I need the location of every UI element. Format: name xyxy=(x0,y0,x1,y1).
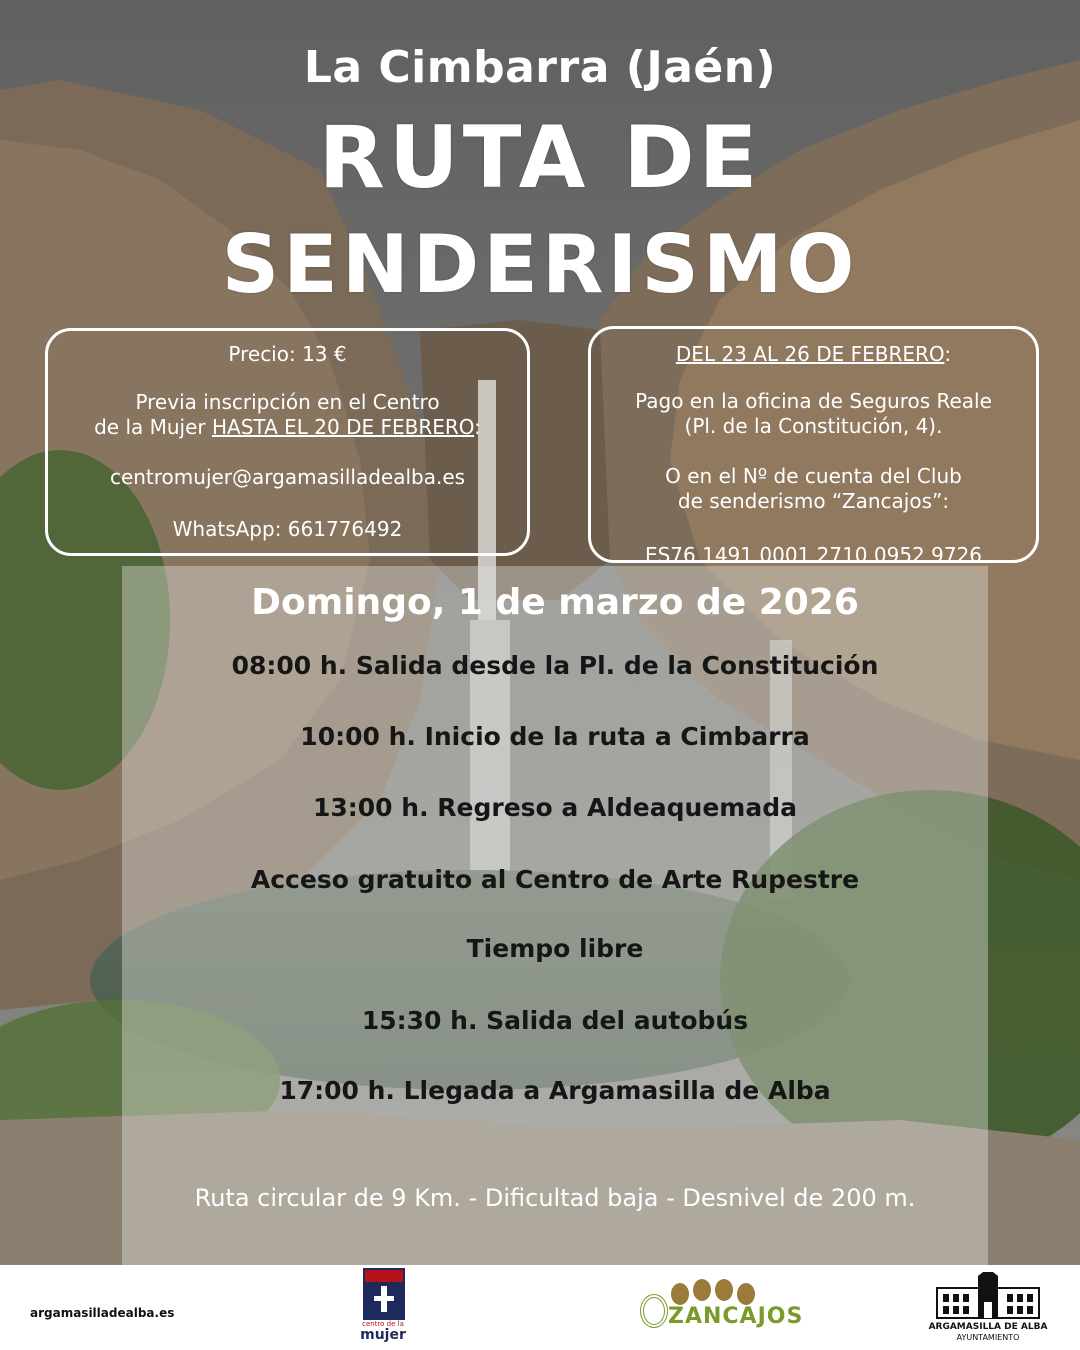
price-text: Precio: 13 € xyxy=(228,342,347,366)
ayuntamiento-label-1: ARGAMASILLA DE ALBA xyxy=(928,1322,1048,1332)
payment-dates-text: DEL 23 AL 26 DE FEBRERO xyxy=(675,342,945,366)
main-title-line1: RUTA DE xyxy=(318,108,762,208)
footprints-icon xyxy=(666,1274,766,1308)
payment-office-line2: (Pl. de la Constitución, 4). xyxy=(684,414,943,438)
location-title: La Cimbarra (Jaén) xyxy=(303,42,777,93)
payment-dates xyxy=(591,342,1036,367)
website-link[interactable]: argamasilladealba.es xyxy=(30,1306,175,1320)
schedule-item: 15:30 h. Salida del autobús xyxy=(361,1006,749,1035)
zancajos-label: ZANCAJOS xyxy=(668,1304,804,1329)
schedule-item: Acceso gratuito al Centro de Arte Rupestre xyxy=(250,865,860,894)
event-date: Domingo, 1 de marzo de 2026 xyxy=(251,582,859,623)
ayuntamiento-label-2: AYUNTAMIENTO xyxy=(956,1333,1020,1342)
schedule-item: 13:00 h. Regreso a Aldeaquemada xyxy=(313,793,797,822)
centro-mujer-small-label: centro de la xyxy=(362,1320,404,1328)
iban-number: ES76 1491 0001 2710 0952 9726 xyxy=(644,543,983,567)
registration-deadline-colon: : xyxy=(474,415,481,439)
payment-office-line1: Pago en la oficina de Seguros Reale xyxy=(635,389,992,413)
main-title-line2: SENDERISMO xyxy=(221,218,859,311)
centro-mujer-logo xyxy=(360,1268,406,1344)
account-line2: de senderismo “Zancajos”: xyxy=(677,489,950,513)
fingerprint-icon xyxy=(640,1294,668,1328)
town-hall-icon xyxy=(933,1272,1043,1320)
route-details: Ruta circular de 9 Km. - Dificultad baja - Desnivel de 200 m. xyxy=(194,1184,916,1212)
schedule-item: 08:00 h. Salida desde la Pl. de la Constitución xyxy=(231,651,879,680)
schedule-item: Tiempo libre xyxy=(466,934,644,963)
zancajos-logo xyxy=(640,1274,804,1340)
registration-deadline: HASTA EL 20 DE FEBRERO xyxy=(212,415,475,439)
centro-mujer-emblem-icon xyxy=(363,1268,405,1320)
registration-line2 xyxy=(48,415,527,440)
registration-line1: Previa inscripción en el Centro xyxy=(135,390,440,414)
email-link[interactable]: centromujer@argamasilladealba.es xyxy=(109,465,466,489)
schedule-item: 10:00 h. Inicio de la ruta a Cimbarra xyxy=(300,722,810,751)
ayuntamiento-logo xyxy=(928,1272,1048,1344)
centro-mujer-label: mujer xyxy=(360,1327,406,1343)
payment-dates-colon: : xyxy=(944,342,952,366)
account-line1: O en el Nº de cuenta del Club xyxy=(665,464,962,488)
schedule-item: 17:00 h. Llegada a Argamasilla de Alba xyxy=(279,1076,831,1105)
registration-line2-prefix: de la Mujer xyxy=(94,415,212,439)
whatsapp-contact[interactable]: WhatsApp: 661776492 xyxy=(172,517,403,541)
payment-info-box xyxy=(588,326,1039,567)
registration-info-box xyxy=(45,328,530,556)
